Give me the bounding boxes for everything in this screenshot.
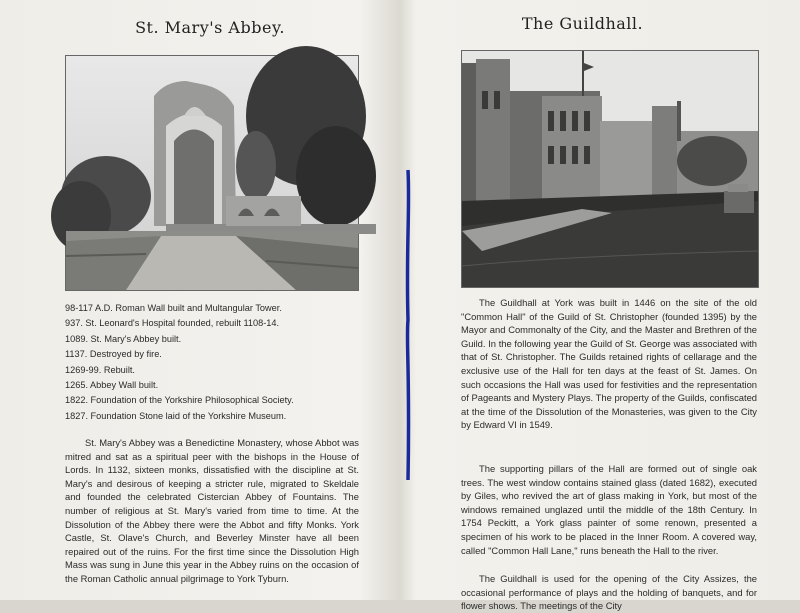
guildhall-photo bbox=[461, 50, 759, 288]
timeline-item: 1137. Destroyed by fire. bbox=[65, 349, 162, 360]
guildhall-paragraph: The Guildhall at York was built in 1446 on the site of the old "Common Hall" of the Guild of St. Christopher (founded 1395) by the Mayor and Commonalty of the City, and the Master and Brethren of the Guild. In the following year the Guild of St. George was associated with that of St. Christopher. The Guilds retained rights of cellarage and the exclusive use of the Hall for ten days at the feast of St. James. On such occasions the Hall was used for festivities and the representation of Pageants and Mystery Plays. The property of the Guilds, confiscated at the time of the Dissolution of the Monasteries, was given to the City by Edward VI in 1549. bbox=[461, 297, 757, 431]
timeline-item: 1265. Abbey Wall built. bbox=[65, 380, 159, 391]
timeline-item: 1089. St. Mary's Abbey built. bbox=[65, 333, 182, 344]
guildhall-paragraph: The supporting pillars of the Hall are formed out of single oak trees. The west window contains stained glass (dated 1682), executed by Giles, who revived the art of glass making in York, but most of the windows remained unglazed until the middle of the 18th Century. In 1754 Peckitt, a York glass painter of some renown, presented a specimen of his work to be placed in the Inner Room. A covered way, called "Common Hall Lane," runs beneath the Hall to the river. bbox=[461, 463, 757, 556]
timeline-item: 1827. Foundation Stone laid of the Yorkshire Museum. bbox=[65, 410, 287, 421]
timeline-item: 1269-99. Rebuilt. bbox=[65, 364, 135, 375]
page-title: The Guildhall. bbox=[521, 14, 644, 33]
abbey-paragraph: St. Mary's Abbey was a Benedictine Monastery, whose Abbot was mitred and sat as a spiritual peer with the bishops in the House of Lords. In 1132, sixteen monks, dissatisfied with the discipline at St. Mary's and desirous of keeping a stricter rule, migrated to Skeldale and founded the celebrated Cistercian Abbey of Fountains. The number of religious at St. Mary's varied from time to time. At the Dissolution of the Abbey there were the Abbot and fifty Monks. York Castle, St. Olave's Church, and Beverley Minster have all been repaired out of the ruins. For the first time since the Dissolution High Mass was sung in June this year in the Abbey ruins on the occasion of the Roman Catholic annual pilgrimage to York Tyburn. bbox=[65, 437, 359, 584]
abbey-photo bbox=[65, 55, 359, 291]
left-page bbox=[0, 0, 404, 600]
timeline-item: 1822. Foundation of the Yorkshire Philosophical Society. bbox=[65, 395, 294, 406]
timeline-item: 98-117 A.D. Roman Wall built and Multangular Tower. bbox=[65, 303, 282, 313]
page-title: St. Mary's Abbey. bbox=[135, 18, 285, 37]
timeline-item: 937. St. Leonard's Hospital founded, rebuilt 1108-14. bbox=[65, 318, 280, 329]
right-page bbox=[410, 0, 800, 612]
guildhall-paragraph: The Guildhall is used for the opening of the City Assizes, the occasional performance of plays and the holding of banquets, and for flower shows. The meetings of the City bbox=[461, 573, 757, 612]
timeline-list bbox=[65, 301, 385, 424]
